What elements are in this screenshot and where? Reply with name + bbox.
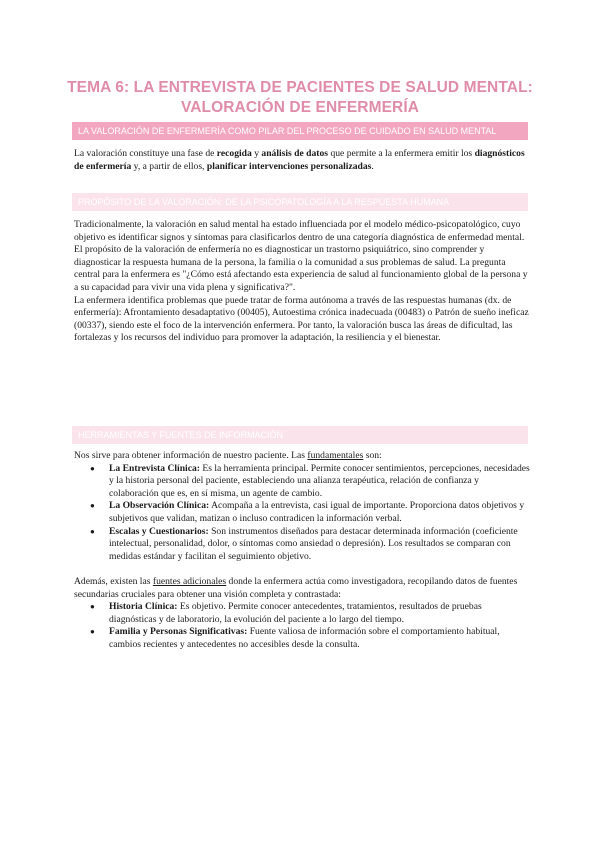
section-1-body	[74, 148, 530, 173]
section-1-paragraph: La valoración constituye una fase de recogida y análisis de datos que permite a la enfermera emitir los diagnósticos de enfermería y, a partir de ellos, planificar intervenciones personalizadas.	[74, 148, 525, 172]
additional-sources-list	[74, 601, 530, 651]
bullet-icon: ●	[90, 501, 95, 511]
bullet-icon: ●	[90, 602, 95, 612]
section-3-intro: Nos sirve para obtener información de nuestro paciente. Las fundamentales son:	[74, 450, 382, 461]
section-heading-valoracion: LA VALORACIÓN DE ENFERMERÍA COMO PILAR DEL PROCESO DE CUIDADO EN SALUD MENTAL	[72, 122, 528, 140]
list-item: ● Historia Clínica: Es objetivo. Permite conocer antecedentes, tratamientos, resultados de pruebas diagnósticas y de laboratorio, la evolución del paciente a lo largo del tiempo.	[90, 601, 482, 625]
bullet-icon: ●	[90, 526, 95, 536]
list-item: ● Escalas y Cuestionarios: Son instrumentos diseñados para destacar determinada información (coeficiente intelectual, personalidad, dolor, o síntomas como ansiedad o depresión). Los resultados se comparan con medidas estándar y facilitan el seguimiento objetivo.	[90, 525, 518, 562]
page-title-line-1: TEMA 6: LA ENTREVISTA DE PACIENTES DE SALUD MENTAL:	[67, 79, 533, 96]
section-heading-herramientas: HERRAMIENTAS Y FUENTES DE INFORMACIÓN	[72, 426, 528, 444]
section-heading-proposito: PROPÓSITO DE LA VALORACIÓN: DE LA PSICOPATOLOGÍA A LA RESPUESTA HUMANA	[72, 193, 528, 211]
list-item: ● La Observación Clínica: Acompaña a la entrevista, casi igual de importante. Proporciona datos objetivos y subjetivos que validan, matizan o incluso contradicen la información verbal.	[90, 500, 525, 524]
section-3-additional-intro: Además, existen las fuentes adicionales donde la enfermera actúa como investigadora, recopilando datos de fuentes secundarias cruciales para obtener una visión completa y contrastada:	[74, 575, 518, 600]
section-2-paragraph-3: La enfermera identifica problemas que puede tratar de forma autónoma a través de las respuestas humanas (dx. de enfermería): Afrontamiento desadaptativo (00405), Autoestima crónica inadecuada (00483) o Patrón de sueño ineficaz (00337), siendo este el foco de la intervención enfermera. Por tanto, la valoración busca las áreas de dificultad, las fortalezas y los recursos del individuo para promover la adaptación, la resiliencia y el bienestar.	[74, 294, 529, 344]
fundamental-sources-list	[74, 463, 530, 564]
section-2-body	[74, 219, 530, 345]
page-title-line-2: VALORACIÓN DE ENFERMERÍA	[180, 99, 420, 116]
section-3-body	[74, 450, 530, 652]
page-title	[0, 78, 600, 118]
list-item: ● Familia y Personas Significativas: Fuente valiosa de información sobre el comportamiento habitual, cambios recientes y antecedentes no accesibles desde la consulta.	[90, 626, 500, 650]
bullet-icon: ●	[90, 463, 95, 473]
section-2-paragraph-1: Tradicionalmente, la valoración en salud mental ha estado influenciada por el modelo médico-psicopatológico, cuyo objetivo es identificar signos y síntomas para clasificarlos dentro de una categoría diagnóstica de enfermedad mental.	[74, 219, 525, 243]
bullet-icon: ●	[90, 627, 95, 637]
section-2-paragraph-2: El propósito de la valoración de enfermería no es diagnosticar un trastorno psiquiátrico, sino comprender y diagnosticar la respuesta humana de la persona, la familia o la comunidad a sus problemas de salud. La pregunta central para la enfermera es "¿Cómo está afectando esta experiencia de salud al funcionamiento global de la persona y a su capacidad para vivir una vida plena y significativa?".	[74, 244, 528, 293]
list-item: ● La Entrevista Clínica: Es la herramienta principal. Permite conocer sentimientos, percepciones, necesidades y la historia personal del paciente, estableciendo una alianza terapéutica, relación de confianza y colaboración que es, en sí misma, un agente de cambio.	[90, 462, 530, 499]
